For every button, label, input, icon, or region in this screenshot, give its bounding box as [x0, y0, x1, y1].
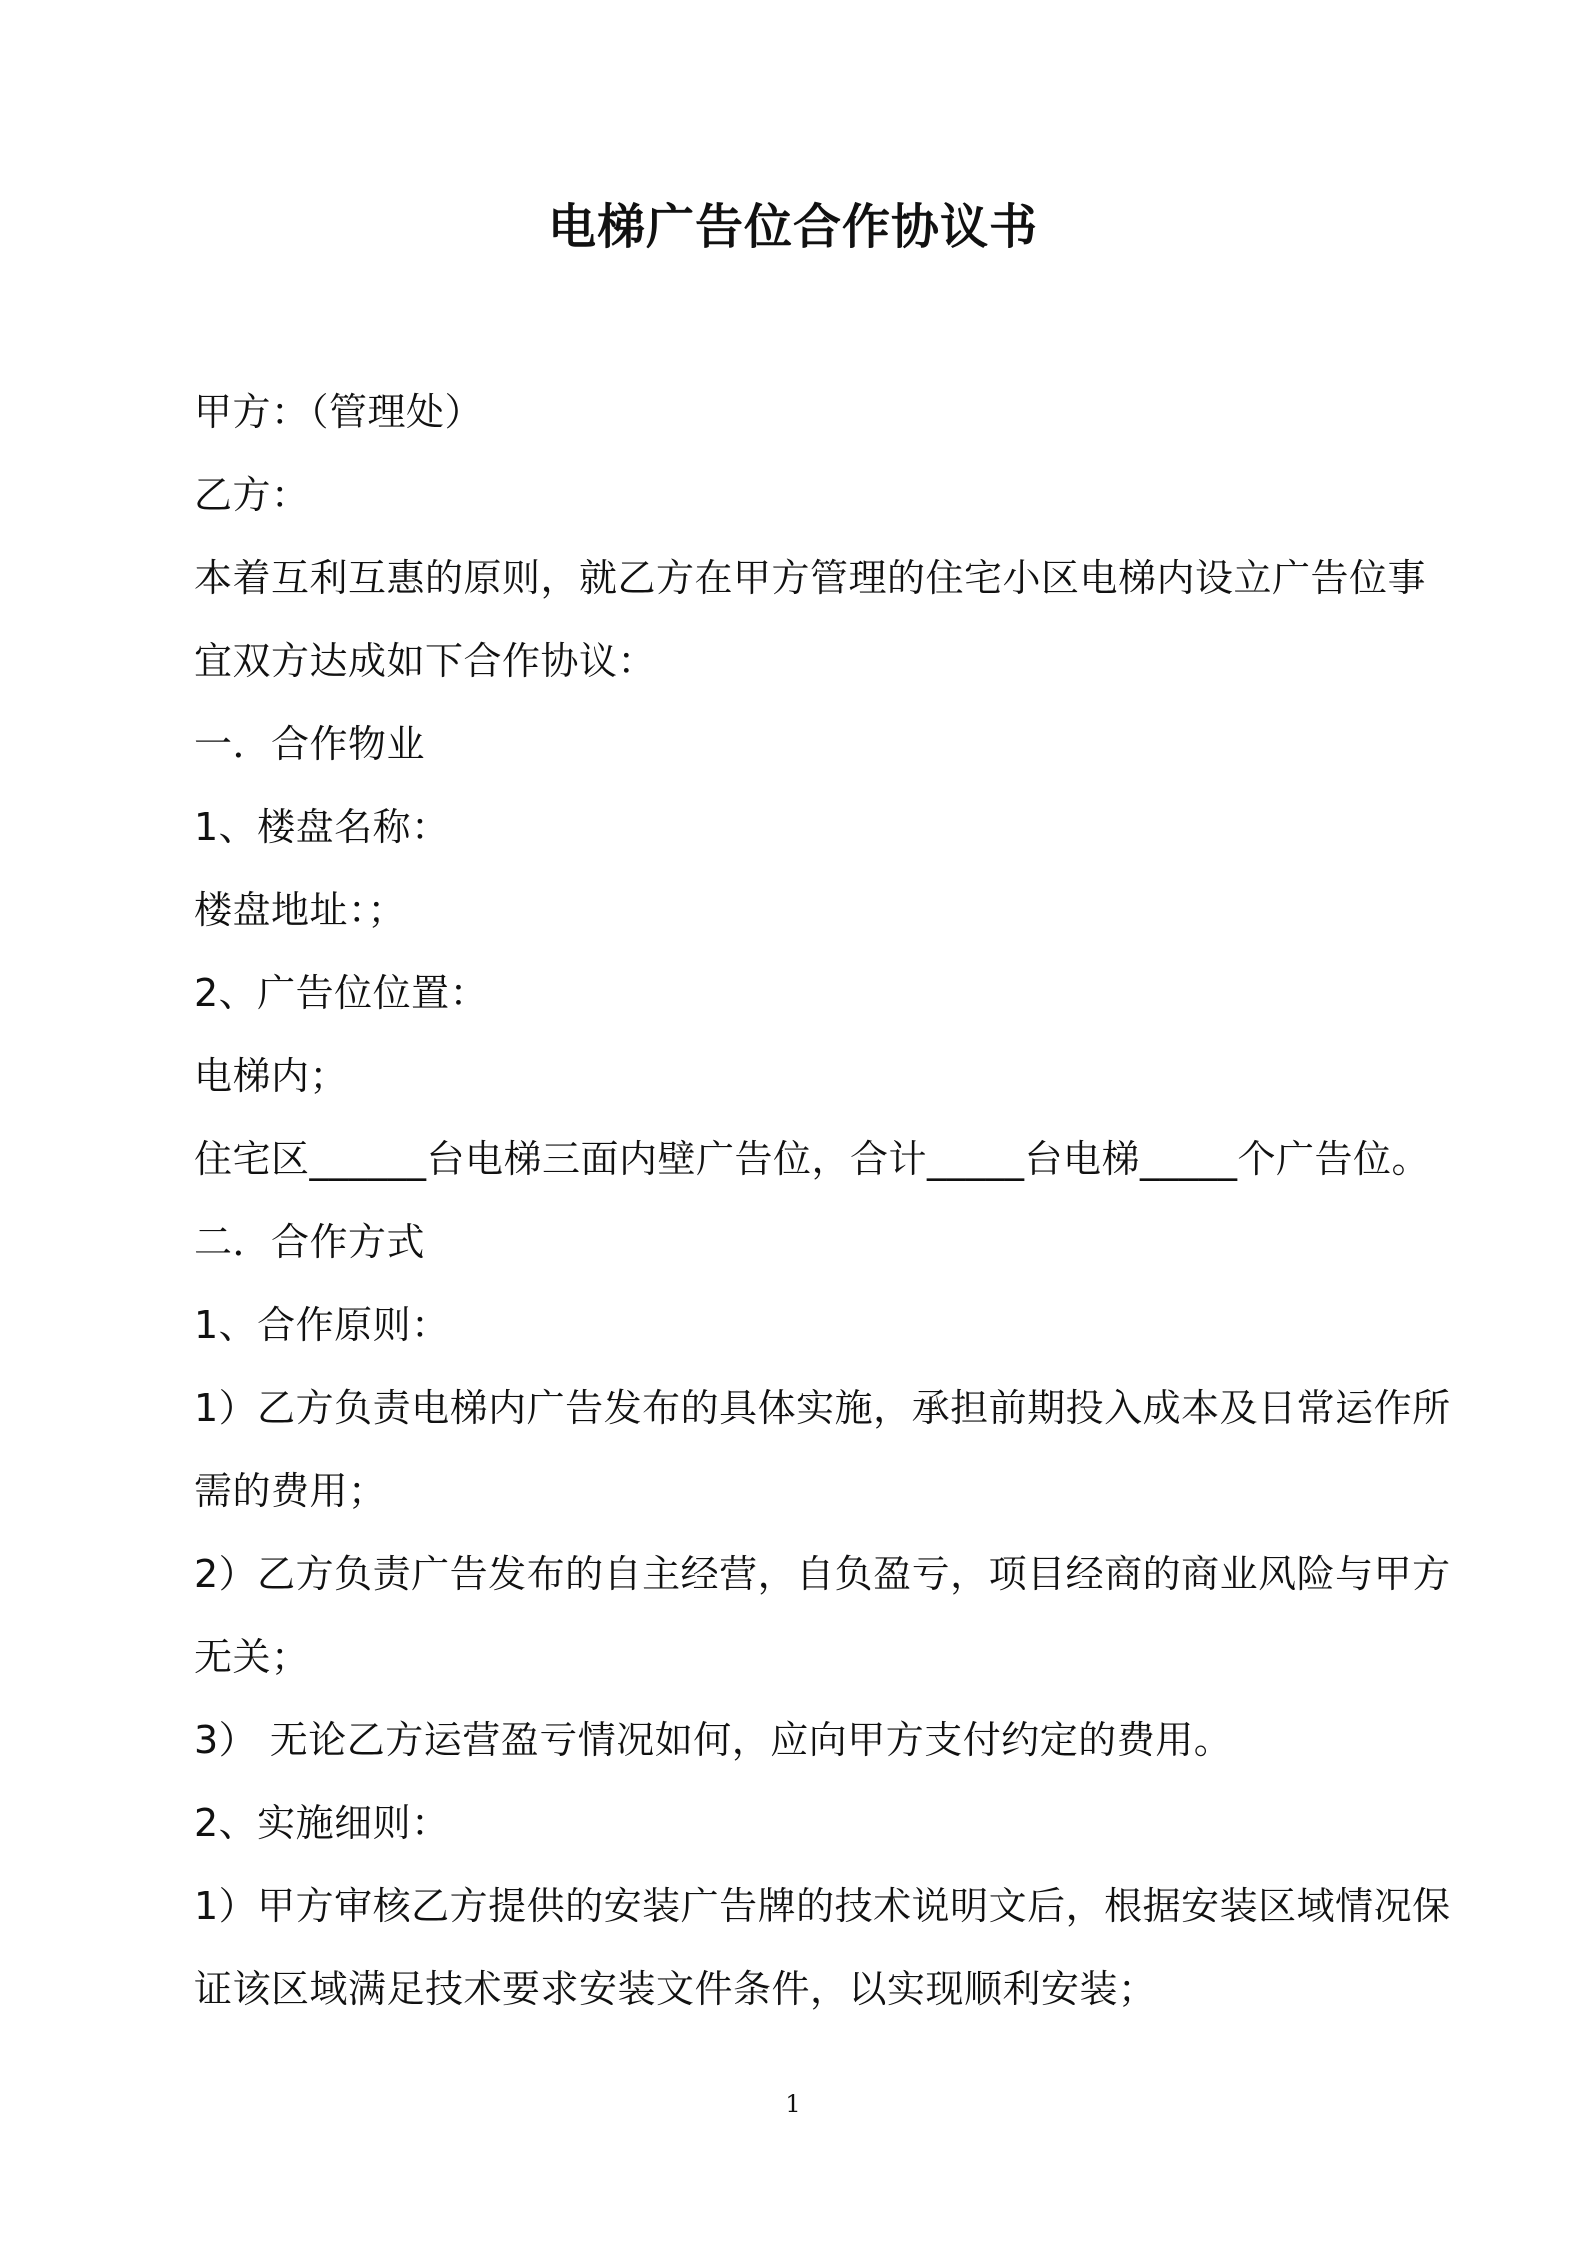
- party-b-line: 乙方：: [194, 473, 310, 517]
- ad-count-line: 住宅区______台电梯三面内壁广告位，合计_____台电梯_____个广告位。: [194, 1137, 1431, 1181]
- ad-position-heading: 2、广告位位置：: [194, 971, 489, 1015]
- preamble-line-2: 宜双方达成如下合作协议：: [194, 639, 657, 683]
- property-address-line: 楼盘地址：；: [194, 888, 407, 932]
- principle-item-2-line-2: 无关；: [194, 1635, 310, 1679]
- principle-item-1-line-2: 需的费用；: [194, 1469, 387, 1513]
- principle-heading: 1、合作原则：: [194, 1303, 450, 1347]
- principle-item-1-line-1: 1）乙方负责电梯内广告发布的具体实施，承担前期投入成本及日常运作所: [194, 1386, 1451, 1430]
- section-heading-cooperation: 二．合作方式: [194, 1220, 426, 1264]
- party-a-line: 甲方：（管理处）: [194, 390, 484, 434]
- preamble-line-1: 本着互利互惠的原则，就乙方在甲方管理的住宅小区电梯内设立广告位事: [194, 556, 1427, 600]
- implementation-heading: 2、实施细则：: [194, 1801, 450, 1845]
- property-name-line: 1、楼盘名称：: [194, 805, 450, 849]
- principle-item-3: 3） 无论乙方运营盈亏情况如何，应向甲方支付约定的费用。: [194, 1718, 1233, 1762]
- implementation-item-1-line-2: 证该区域满足技术要求安装文件条件，以实现顺利安装；: [194, 1967, 1157, 2011]
- page-number: 1: [785, 2090, 801, 2118]
- ad-position-elevator: 电梯内；: [194, 1054, 349, 1098]
- implementation-item-1-line-1: 1）甲方审核乙方提供的安装广告牌的技术说明文后，根据安装区域情况保: [194, 1884, 1451, 1928]
- principle-item-2-line-1: 2）乙方负责广告发布的自主经营，自负盈亏，项目经商的商业风险与甲方: [194, 1552, 1451, 1596]
- document-title: 电梯广告位合作协议书: [547, 199, 1038, 255]
- section-heading-property: 一．合作物业: [194, 722, 426, 766]
